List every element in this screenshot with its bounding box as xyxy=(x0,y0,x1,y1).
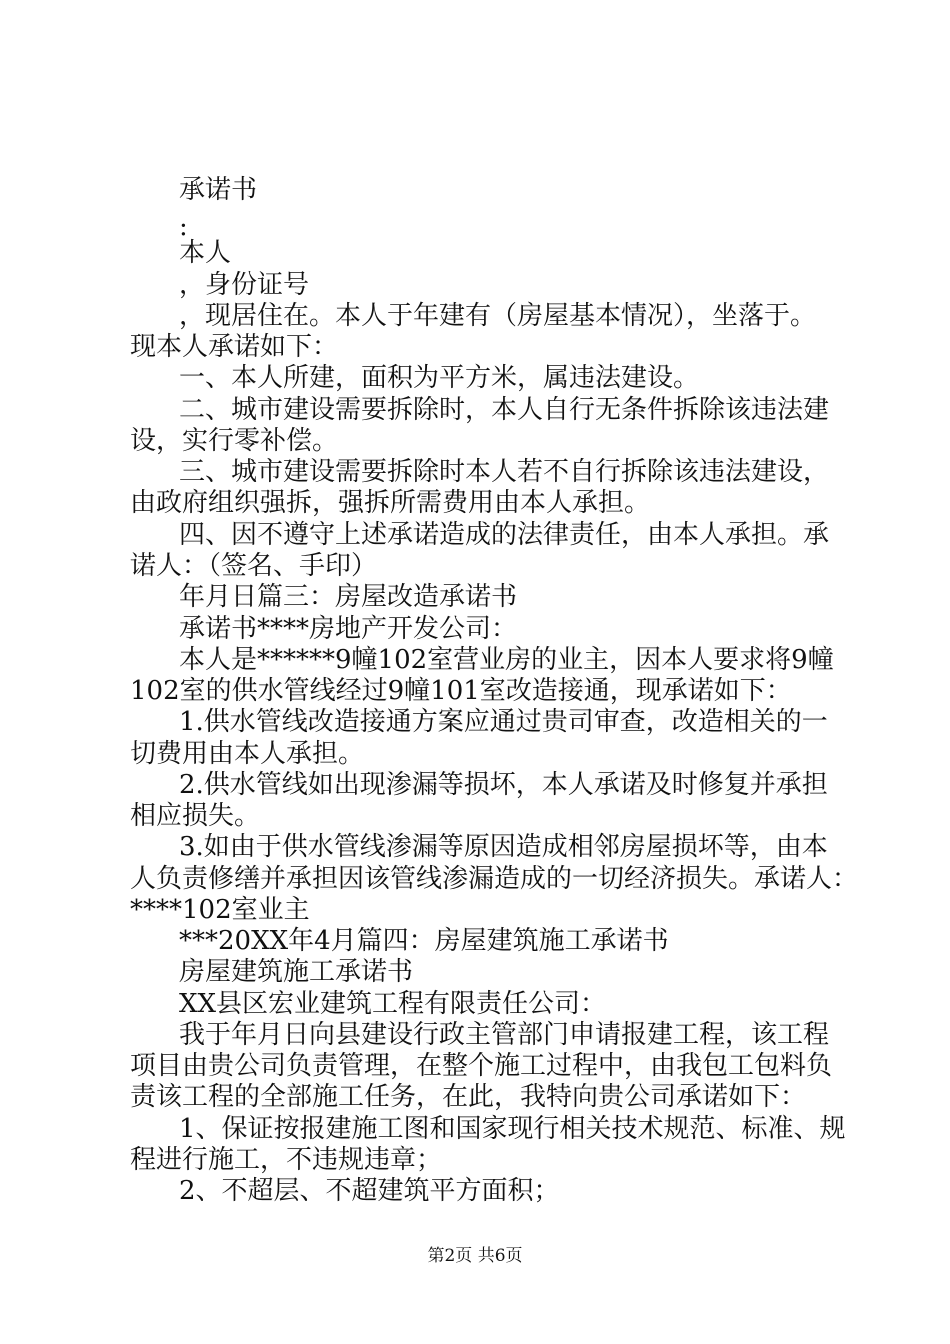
paragraph-line: 诺人：（签名、手印） xyxy=(130,551,378,581)
paragraph-line: 责该工程的全部施工任务，在此，我特向贵公司承诺如下： xyxy=(130,1082,807,1112)
paragraph-line: 承诺书****房地产开发公司： xyxy=(179,614,518,644)
paragraph-line: 相应损失。 xyxy=(130,801,261,831)
paragraph-line: 1、保证按报建施工图和国家现行相关技术规范、标准、规 xyxy=(179,1114,846,1144)
paragraph-line: 本人是******9幢102室营业房的业主，因本人要求将9幢 xyxy=(179,645,834,675)
paragraph-line: 一、本人所建，面积为平方米，属违法建设。 xyxy=(179,363,700,393)
paragraph-line: ****102室业主 xyxy=(130,895,310,925)
paragraph-line: 项目由贵公司负责管理，在整个施工过程中，由我包工包料负 xyxy=(130,1051,833,1081)
paragraph-line: 三、城市建设需要拆除时本人若不自行拆除该违法建设， xyxy=(179,457,830,487)
paragraph-line: ，现居住在。本人于年建有（房屋基本情况），坐落于。 xyxy=(179,301,817,331)
paragraph-line: 由政府组织强拆，强拆所需费用由本人承担。 xyxy=(130,488,651,518)
paragraph-line: 2.供水管线如出现渗漏等损坏，本人承诺及时修复并承担 xyxy=(179,770,828,800)
paragraph-line: 设，实行零补偿。 xyxy=(130,426,339,456)
section-heading: 年月日篇三：房屋改造承诺书 xyxy=(179,582,518,612)
paragraph-line: 人负责修缮并承担因该管线渗漏造成的一切经济损失。承诺人： xyxy=(130,864,859,894)
doc-title: 承诺书 xyxy=(179,175,258,205)
paragraph-line: 我于年月日向县建设行政主管部门申请报建工程，该工程 xyxy=(179,1020,830,1050)
paragraph-line: 房屋建筑施工承诺书 xyxy=(179,957,414,987)
paragraph-line: 现本人承诺如下： xyxy=(130,332,339,362)
paragraph-line: 3.如由于供水管线渗漏等原因造成相邻房屋损坏等，由本 xyxy=(179,832,828,862)
paragraph-line: 二、城市建设需要拆除时，本人自行无条件拆除该违法建 xyxy=(179,395,830,425)
paragraph-line: 程进行施工，不违规违章； xyxy=(130,1145,443,1175)
paragraph-line: XX县区宏业建筑工程有限责任公司： xyxy=(179,989,607,1019)
paragraph-line: 1.供水管线改造接通方案应通过贵司审查，改造相关的一 xyxy=(179,707,828,737)
paragraph-line: 四、因不遵守上述承诺造成的法律责任，由本人承担。承 xyxy=(179,520,830,550)
paragraph-line: 切费用由本人承担。 xyxy=(130,739,365,769)
paragraph-line: 2、不超层、不超建筑平方面积； xyxy=(179,1176,560,1206)
section-heading: ***20XX年4月篇四：房屋建筑施工承诺书 xyxy=(179,926,669,956)
paragraph-line: ，身份证号 xyxy=(179,270,310,300)
page-number-footer: 第2页 共6页 xyxy=(427,1246,523,1266)
salutation-colon: : xyxy=(179,212,188,242)
paragraph-line: 本人 xyxy=(179,238,232,268)
paragraph-line: 102室的供水管线经过9幢101室改造接通，现承诺如下： xyxy=(130,676,792,706)
